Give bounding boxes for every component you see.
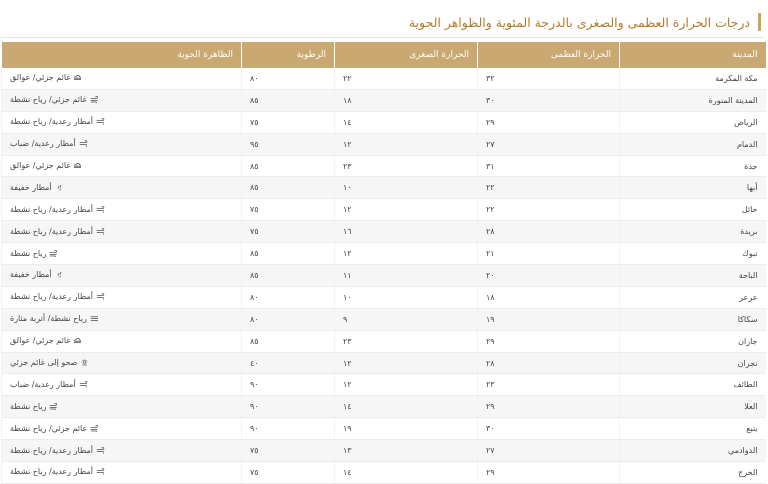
max-temp-cell: ٢٩ <box>478 396 620 418</box>
phenomena-cell <box>2 68 242 89</box>
humidity-cell: ٨٥ <box>242 265 335 287</box>
humidity-cell: ٨٥ <box>242 155 335 177</box>
humidity-cell: ٨٠ <box>242 286 335 308</box>
rain-wind-icon <box>96 468 105 475</box>
phenomena-text: أمطار رعدية/ رياح نشطة <box>10 117 93 127</box>
rain-wind-icon <box>96 447 105 454</box>
table-row <box>2 155 766 177</box>
phenomena-text: صحو إلى غائم جزئي <box>10 358 78 368</box>
max-temp-cell: ١٩ <box>478 308 620 330</box>
phenomena-cell <box>2 111 242 133</box>
rain-wind-icon <box>96 118 105 125</box>
city-cell: تبوك <box>620 243 766 265</box>
min-temp-cell: ١٢ <box>335 133 478 155</box>
humidity-cell: ٩٠ <box>242 374 335 396</box>
city-cell: سكاكا <box>620 308 766 330</box>
table-row <box>2 418 766 440</box>
rain-wind-icon <box>79 381 88 388</box>
min-temp-cell: ١٨ <box>335 89 478 111</box>
humidity-cell: ٨٠ <box>242 68 335 89</box>
phenomena <box>10 292 105 301</box>
max-temp-cell: ١٨ <box>478 286 620 308</box>
sun-cloud-icon <box>80 359 89 366</box>
table-row <box>2 243 766 265</box>
phenomena <box>10 205 105 214</box>
phenomena-cell <box>2 243 242 265</box>
min-temp-cell: ١٠ <box>335 177 478 199</box>
table-row <box>2 199 766 221</box>
phenomena-text: غائم جزئي/ عوالق <box>10 73 71 83</box>
min-temp-cell: ١٠ <box>335 286 478 308</box>
city-cell: الرياض <box>620 111 766 133</box>
city-cell: المدينة المنورة <box>620 89 766 111</box>
phenomena <box>10 467 105 476</box>
phenomena <box>10 314 99 323</box>
humidity-cell: ٨٥ <box>242 177 335 199</box>
max-temp-cell: ٢٨ <box>478 352 620 374</box>
phenomena <box>10 249 58 258</box>
phenomena-text: أمطار رعدية/ رياح نشطة <box>10 226 93 236</box>
table-row <box>2 221 766 243</box>
table-row <box>2 89 766 111</box>
max-temp-cell: ٢٧ <box>478 440 620 462</box>
humidity-cell: ٨٠ <box>242 308 335 330</box>
phenomena-cell <box>2 89 242 111</box>
cloud-haze-icon <box>73 162 82 169</box>
cloud-haze-icon <box>73 337 82 344</box>
city-cell: الدوادمي <box>620 440 766 462</box>
light-rain-icon <box>55 184 64 191</box>
phenomena <box>10 380 88 389</box>
min-temp-cell: ٢٢ <box>335 68 478 89</box>
humidity-cell: ٧٥ <box>242 462 335 484</box>
phenomena-text: غائم جزئي/ عوالق <box>10 336 71 346</box>
phenomena-text: رياح نشطة <box>10 248 47 258</box>
phenomena-cell <box>2 265 242 287</box>
city-cell: بريدة <box>620 221 766 243</box>
table-row <box>2 68 766 89</box>
table-row <box>2 265 766 287</box>
phenomena-text: أمطار رعدية/ رياح نشطة <box>10 445 93 455</box>
phenomena-text: غائم جزئي/ رياح نشطة <box>10 95 87 105</box>
city-cell: الدمام <box>620 133 766 155</box>
table-row <box>2 177 766 199</box>
table-row <box>2 308 766 330</box>
phenomena-cell <box>2 308 242 330</box>
humidity-cell: ٤٠ <box>242 352 335 374</box>
city-cell: العلا <box>620 396 766 418</box>
column-header-city: المدينة <box>620 42 766 68</box>
table-body <box>2 68 766 483</box>
city-cell: الباحة <box>620 265 766 287</box>
city-cell: نجران <box>620 352 766 374</box>
phenomena <box>10 227 105 236</box>
phenomena-cell <box>2 418 242 440</box>
column-header-max-temp: الحرارة العظمى <box>478 42 620 68</box>
humidity-cell: ٩٠ <box>242 396 335 418</box>
phenomena <box>10 183 64 192</box>
phenomena <box>10 117 105 126</box>
column-header-min-temp: الحرارة الصغرى <box>335 42 478 68</box>
weather-table <box>1 42 766 484</box>
min-temp-cell: ١٦ <box>335 221 478 243</box>
light-rain-icon <box>55 271 64 278</box>
phenomena-cell <box>2 330 242 352</box>
phenomena <box>10 95 99 104</box>
column-header-humidity: الرطوبة <box>242 42 335 68</box>
humidity-cell: ٩٥ <box>242 133 335 155</box>
rain-wind-icon <box>96 228 105 235</box>
table-row <box>2 374 766 396</box>
wind-icon <box>90 96 99 103</box>
table-row <box>2 133 766 155</box>
min-temp-cell: ١٤ <box>335 396 478 418</box>
min-temp-cell: ١٢ <box>335 374 478 396</box>
max-temp-cell: ٢٩ <box>478 462 620 484</box>
phenomena-cell <box>2 155 242 177</box>
city-cell: ينبع <box>620 418 766 440</box>
city-cell: جدة <box>620 155 766 177</box>
humidity-cell: ٨٥ <box>242 243 335 265</box>
city-cell: الطائف <box>620 374 766 396</box>
phenomena <box>10 446 105 455</box>
humidity-cell: ٨٥ <box>242 330 335 352</box>
min-temp-cell: ١١ <box>335 265 478 287</box>
max-temp-cell: ٢٢ <box>478 199 620 221</box>
min-temp-cell: ١٢ <box>335 243 478 265</box>
max-temp-cell: ٣٠ <box>478 89 620 111</box>
max-temp-cell: ٢١ <box>478 243 620 265</box>
min-temp-cell: ١٩ <box>335 418 478 440</box>
phenomena-text: أمطار رعدية/ ضباب <box>10 379 76 389</box>
phenomena-text: أمطار رعدية/ رياح نشطة <box>10 292 93 302</box>
phenomena <box>10 73 82 82</box>
min-temp-cell: ٢٣ <box>335 330 478 352</box>
phenomena-text: أمطار رعدية/ رياح نشطة <box>10 467 93 477</box>
humidity-cell: ٧٥ <box>242 221 335 243</box>
humidity-cell: ٧٥ <box>242 111 335 133</box>
phenomena <box>10 336 82 345</box>
phenomena-cell <box>2 396 242 418</box>
city-cell: جازان <box>620 330 766 352</box>
table-row <box>2 330 766 352</box>
phenomena-cell <box>2 286 242 308</box>
rain-wind-icon <box>79 140 88 147</box>
max-temp-cell: ٢٨ <box>478 221 620 243</box>
phenomena <box>10 270 64 279</box>
phenomena-text: رياح نشطة <box>10 401 47 411</box>
humidity-cell: ٧٥ <box>242 199 335 221</box>
wind-icon <box>49 403 58 410</box>
page-title: درجات الحرارة العظمى والصغرى بالدرجة المئوية والظواهر الجوية <box>408 14 750 30</box>
city-cell: الخرج <box>620 462 766 484</box>
phenomena <box>10 139 88 148</box>
max-temp-cell: ٢٢ <box>478 177 620 199</box>
min-temp-cell: ٢٣ <box>335 155 478 177</box>
max-temp-cell: ٢٩ <box>478 111 620 133</box>
rain-wind-icon <box>96 293 105 300</box>
phenomena-cell <box>2 462 242 484</box>
min-temp-cell: ١٤ <box>335 462 478 484</box>
dust-icon <box>90 315 99 322</box>
phenomena-text: غائم جزئي/ عوالق <box>10 161 71 170</box>
wind-icon <box>90 425 99 432</box>
max-temp-cell: ٢٩ <box>478 330 620 352</box>
phenomena-text: رياح نشطة/ أتربة مثارة <box>10 314 87 324</box>
table-row <box>2 286 766 308</box>
phenomena-cell <box>2 352 242 374</box>
min-temp-cell: ١٣ <box>335 440 478 462</box>
section-header <box>1 10 761 34</box>
wind-icon <box>49 250 58 257</box>
title-accent-bar <box>758 13 761 31</box>
min-temp-cell: ١٢ <box>335 199 478 221</box>
header-divider <box>1 37 764 38</box>
phenomena-cell <box>2 133 242 155</box>
table-row <box>2 352 766 374</box>
max-temp-cell: ٢٠ <box>478 265 620 287</box>
max-temp-cell: ٣٢ <box>478 68 620 89</box>
min-temp-cell: ٩ <box>335 308 478 330</box>
city-cell: حائل <box>620 199 766 221</box>
phenomena-text: أمطار رعدية/ رياح نشطة <box>10 204 93 214</box>
phenomena-cell <box>2 199 242 221</box>
humidity-cell: ٩٠ <box>242 418 335 440</box>
phenomena <box>10 402 58 411</box>
phenomena-cell <box>2 177 242 199</box>
column-header-phenomena: الظاهرة الجوية <box>2 42 242 68</box>
humidity-cell: ٧٥ <box>242 440 335 462</box>
phenomena-cell <box>2 221 242 243</box>
cloud-haze-icon <box>73 74 82 81</box>
humidity-cell: ٨٥ <box>242 89 335 111</box>
phenomena-text: أمطار خفيفة <box>10 182 52 192</box>
table-row <box>2 111 766 133</box>
phenomena <box>10 161 82 170</box>
table-row <box>2 396 766 418</box>
city-cell: مكة المكرمة <box>620 68 766 89</box>
table-header-row <box>2 42 766 68</box>
phenomena-cell <box>2 440 242 462</box>
max-temp-cell: ٢٣ <box>478 374 620 396</box>
rain-wind-icon <box>96 206 105 213</box>
min-temp-cell: ١٢ <box>335 352 478 374</box>
max-temp-cell: ٣١ <box>478 155 620 177</box>
table-row <box>2 440 766 462</box>
phenomena-text: أمطار رعدية/ ضباب <box>10 139 76 149</box>
city-cell: أبها <box>620 177 766 199</box>
table-row <box>2 462 766 484</box>
phenomena-cell <box>2 374 242 396</box>
min-temp-cell: ١٤ <box>335 111 478 133</box>
max-temp-cell: ٢٧ <box>478 133 620 155</box>
phenomena-text: غائم جزئي/ رياح نشطة <box>10 423 87 433</box>
phenomena <box>10 358 89 367</box>
max-temp-cell: ٣٠ <box>478 418 620 440</box>
phenomena-text: أمطار خفيفة <box>10 270 52 280</box>
phenomena <box>10 424 99 433</box>
city-cell: عرعر <box>620 286 766 308</box>
